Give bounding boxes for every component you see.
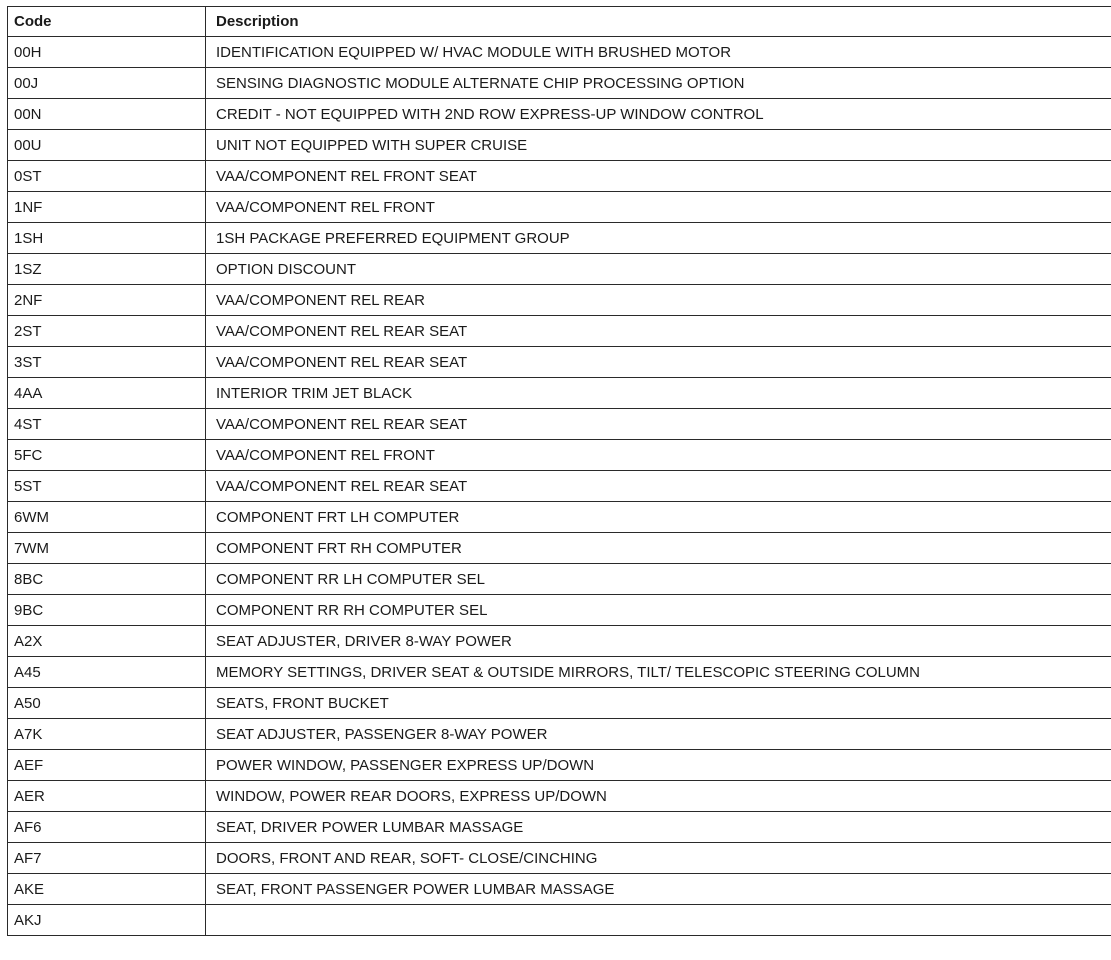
option-description-cell: DOORS, FRONT AND REAR, SOFT- CLOSE/CINCHING [206, 843, 1111, 874]
option-code-cell: 00U [8, 130, 206, 161]
table-row [8, 812, 1111, 843]
table-row [8, 254, 1111, 285]
option-code-cell: 5ST [8, 471, 206, 502]
option-description-cell: CREDIT - NOT EQUIPPED WITH 2ND ROW EXPRESS-UP WINDOW CONTROL [206, 99, 1111, 130]
column-header-code: Code [8, 7, 206, 37]
option-description-cell: SEATS, FRONT BUCKET [206, 688, 1111, 719]
option-description-cell: SEAT ADJUSTER, DRIVER 8-WAY POWER [206, 626, 1111, 657]
option-code-cell: 00N [8, 99, 206, 130]
option-code-cell: AEF [8, 750, 206, 781]
option-code-cell: 2NF [8, 285, 206, 316]
table-row [8, 409, 1111, 440]
table-row [8, 223, 1111, 254]
option-codes-table [7, 6, 1111, 936]
option-description-cell: SEAT, FRONT PASSENGER POWER LUMBAR MASSAGE [206, 874, 1111, 905]
table-row [8, 719, 1111, 750]
option-code-cell: 3ST [8, 347, 206, 378]
option-description-cell: VAA/COMPONENT REL FRONT [206, 440, 1111, 471]
table-row [8, 502, 1111, 533]
option-code-cell: 2ST [8, 316, 206, 347]
option-code-cell: 4ST [8, 409, 206, 440]
table-row [8, 347, 1111, 378]
option-code-cell: A50 [8, 688, 206, 719]
table-row [8, 440, 1111, 471]
table-row [8, 68, 1111, 99]
option-code-cell: AKE [8, 874, 206, 905]
option-description-cell [206, 905, 1111, 936]
table-row [8, 688, 1111, 719]
table-row [8, 657, 1111, 688]
option-description-cell: VAA/COMPONENT REL REAR [206, 285, 1111, 316]
table-row [8, 905, 1111, 936]
option-description-cell: MEMORY SETTINGS, DRIVER SEAT & OUTSIDE MIRRORS, TILT/ TELESCOPIC STEERING COLUMN [206, 657, 1111, 688]
table-row [8, 843, 1111, 874]
option-code-cell: 1NF [8, 192, 206, 223]
option-code-cell: AF7 [8, 843, 206, 874]
option-code-cell: 00J [8, 68, 206, 99]
option-code-cell: 6WM [8, 502, 206, 533]
table-row [8, 781, 1111, 812]
option-code-cell: 4AA [8, 378, 206, 409]
option-code-cell: 5FC [8, 440, 206, 471]
option-description-cell: COMPONENT RR RH COMPUTER SEL [206, 595, 1111, 626]
option-description-cell: COMPONENT RR LH COMPUTER SEL [206, 564, 1111, 595]
table-row [8, 471, 1111, 502]
table-header-row [8, 7, 1111, 37]
column-header-description: Description [206, 7, 1111, 37]
table-row [8, 750, 1111, 781]
option-code-cell: 8BC [8, 564, 206, 595]
option-code-cell: 0ST [8, 161, 206, 192]
option-description-cell: SENSING DIAGNOSTIC MODULE ALTERNATE CHIP PROCESSING OPTION [206, 68, 1111, 99]
option-code-cell: AKJ [8, 905, 206, 936]
option-code-cell: 7WM [8, 533, 206, 564]
option-description-cell: VAA/COMPONENT REL REAR SEAT [206, 316, 1111, 347]
option-code-cell: AER [8, 781, 206, 812]
option-code-cell: A45 [8, 657, 206, 688]
option-code-cell: 1SH [8, 223, 206, 254]
table-row [8, 874, 1111, 905]
option-description-cell: IDENTIFICATION EQUIPPED W/ HVAC MODULE WITH BRUSHED MOTOR [206, 37, 1111, 68]
table-row [8, 378, 1111, 409]
option-code-cell: 9BC [8, 595, 206, 626]
option-code-cell: 00H [8, 37, 206, 68]
option-description-cell: COMPONENT FRT LH COMPUTER [206, 502, 1111, 533]
table-row [8, 564, 1111, 595]
table-row [8, 130, 1111, 161]
table-row [8, 316, 1111, 347]
table-row [8, 99, 1111, 130]
option-code-cell: A2X [8, 626, 206, 657]
option-description-cell: WINDOW, POWER REAR DOORS, EXPRESS UP/DOWN [206, 781, 1111, 812]
table-row [8, 595, 1111, 626]
table-row [8, 285, 1111, 316]
option-description-cell: VAA/COMPONENT REL FRONT SEAT [206, 161, 1111, 192]
option-description-cell: OPTION DISCOUNT [206, 254, 1111, 285]
option-description-cell: COMPONENT FRT RH COMPUTER [206, 533, 1111, 564]
table-row [8, 37, 1111, 68]
table-row [8, 192, 1111, 223]
table-row [8, 161, 1111, 192]
option-description-cell: VAA/COMPONENT REL FRONT [206, 192, 1111, 223]
option-description-cell: INTERIOR TRIM JET BLACK [206, 378, 1111, 409]
table-row [8, 533, 1111, 564]
option-description-cell: VAA/COMPONENT REL REAR SEAT [206, 409, 1111, 440]
option-code-cell: A7K [8, 719, 206, 750]
option-description-cell: SEAT ADJUSTER, PASSENGER 8-WAY POWER [206, 719, 1111, 750]
option-description-cell: SEAT, DRIVER POWER LUMBAR MASSAGE [206, 812, 1111, 843]
option-description-cell: VAA/COMPONENT REL REAR SEAT [206, 471, 1111, 502]
table-row [8, 626, 1111, 657]
option-code-cell: AF6 [8, 812, 206, 843]
option-description-cell: 1SH PACKAGE PREFERRED EQUIPMENT GROUP [206, 223, 1111, 254]
option-description-cell: UNIT NOT EQUIPPED WITH SUPER CRUISE [206, 130, 1111, 161]
option-code-cell: 1SZ [8, 254, 206, 285]
option-description-cell: POWER WINDOW, PASSENGER EXPRESS UP/DOWN [206, 750, 1111, 781]
option-description-cell: VAA/COMPONENT REL REAR SEAT [206, 347, 1111, 378]
